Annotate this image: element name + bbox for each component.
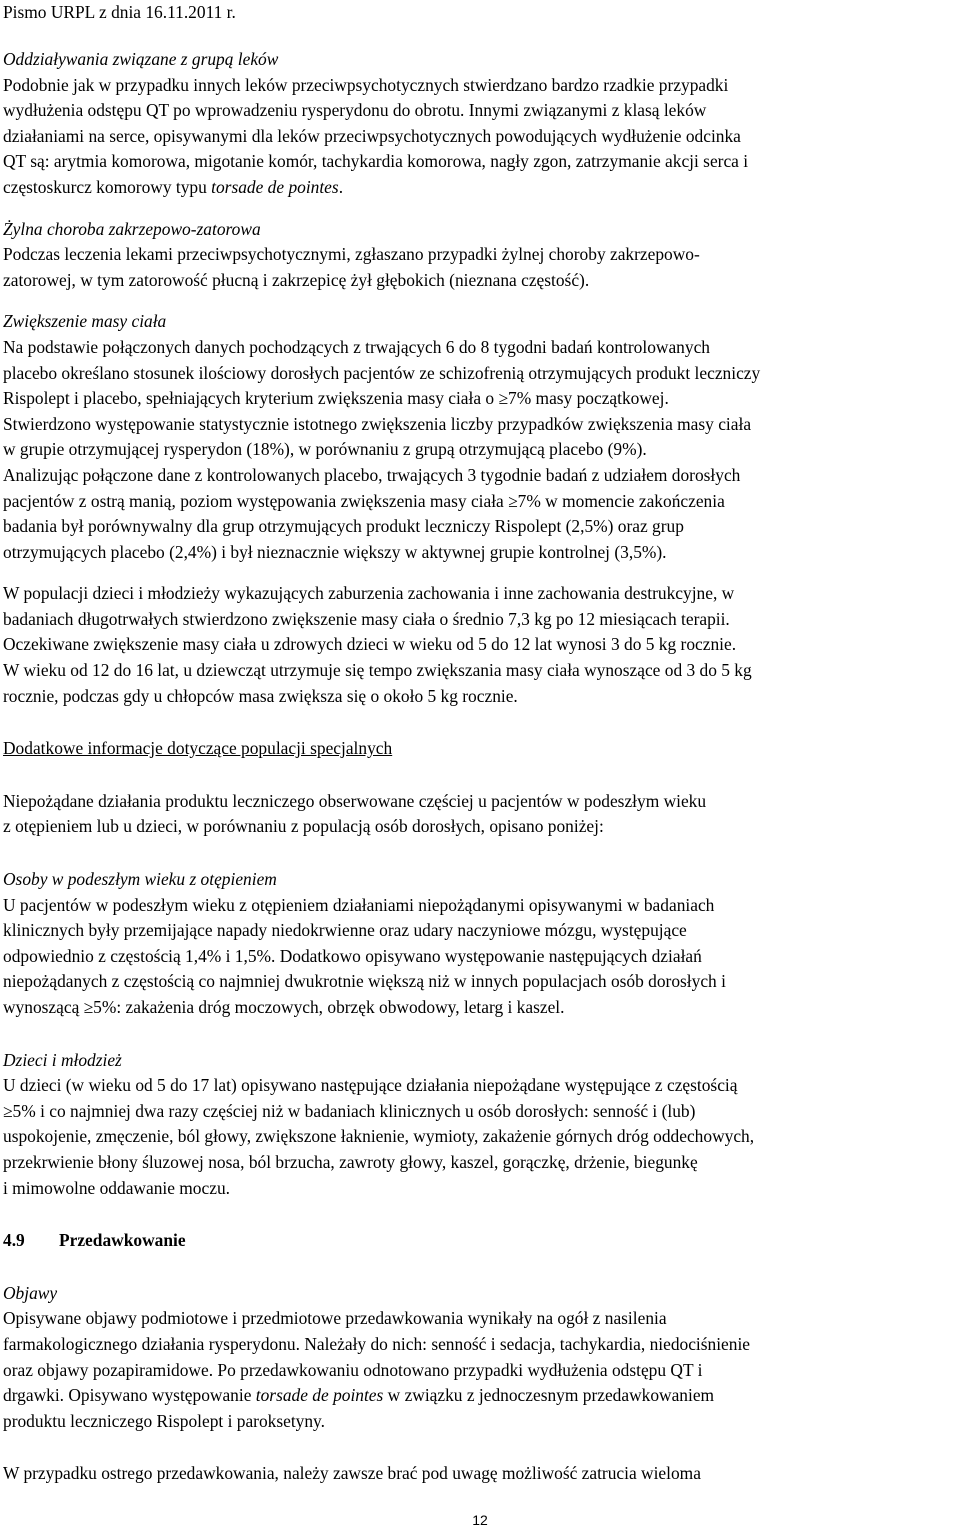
section-title: Żylna choroba zakrzepowo-zatorowa (3, 218, 261, 239)
section-title: Objawy (3, 1282, 58, 1303)
section-symptoms (3, 1281, 955, 1435)
section-title: Zwiększenie masy ciała (3, 311, 167, 332)
text-line (3, 1383, 955, 1409)
document-body (3, 47, 955, 1487)
text-line: Stwierdzono występowanie statystycznie istotnego zwiększenia liczby przypadków zwiększenia masy ciała (3, 413, 752, 434)
text-line: wynoszącą ≥5%: zakażenia dróg moczowych, obrzęk obwodowy, letarg i kaszel. (3, 997, 565, 1017)
section-title: Dodatkowe informacje dotyczące populacji specjalnych (3, 738, 393, 759)
text-line: W wieku od 12 do 16 lat, u dziewcząt utrzymuje się tempo zwiększania masy ciała wynoszące od 3 do 5 kg (3, 660, 752, 681)
text-line: ≥5% i co najmniej dwa razy częściej niż w badaniach klinicznych u osób dorosłych: senność i (lub) (3, 1100, 696, 1121)
italic-term: torsade de pointes (211, 176, 339, 197)
text-line: Opisywane objawy podmiotowe i przedmiotowe przedawkowania wynikały na ogół z nasilenia (3, 1308, 667, 1329)
paragraph-children (3, 581, 955, 709)
section-overdose-heading (3, 1228, 955, 1254)
section-elderly-dementia (3, 867, 955, 1021)
page-number: 12 (472, 1512, 488, 1528)
text-line: Oczekiwane zwiększenie masy ciała u zdrowych dzieci w wieku od 5 do 12 lat wynosi 3 do 5 kg rocznie. (3, 634, 737, 655)
text-line: Rispolept i placebo, spełniających kryterium zwiększenia masy ciała o ≥7% masy początkowej. (3, 388, 669, 409)
page-header: Pismo URPL z dnia 16.11.2011 r. (3, 2, 236, 22)
italic-term: torsade de pointes (255, 1385, 384, 1406)
text-line: rocznie, podczas gdy u chłopców masa zwiększa się o około 5 kg rocznie. (3, 685, 518, 706)
text-line: pacjentów z ostrą manią, poziom występowania zwiększenia masy ciała ≥7% w momencie zakończenia (3, 490, 725, 511)
section-children (3, 1048, 955, 1202)
section-title: Oddziaływania związane z grupą leków (3, 49, 279, 69)
text-line: U dzieci (w wieku od 5 do 17 lat) opisywano następujące działania niepożądane występujące z częstością (3, 1075, 738, 1096)
paragraph (3, 789, 955, 840)
section-number: 4.9 (3, 1230, 25, 1251)
text-line: W przypadku ostrego przedawkowania, należy zawsze brać pod uwagę możliwość zatrucia wieloma (3, 1463, 701, 1484)
text-span: . (338, 176, 344, 197)
text-line: oraz objawy pozapiramidowe. Po przedawkowaniu odnotowano przypadki wydłużenia odstępu QT i (3, 1359, 703, 1380)
section-heading-title: Przedawkowanie (59, 1230, 186, 1251)
text-line: Niepożądane działania produktu leczniczego obserwowane częściej u pacjentów w podeszłym wieku (3, 790, 707, 811)
text-line: klinicznych były przemijające napady niedokrwienne oraz udary naczyniowe mózgu, występujące (3, 920, 687, 941)
text-line: badaniach długotrwałych stwierdzono zwiększenie masy ciała o średnio 7,3 kg po 12 miesiącach terapii. (3, 608, 730, 629)
text-line: placebo określano stosunek ilościowy dorosłych pacjentów ze schizofrenią otrzymujących produkt leczniczy (3, 362, 761, 383)
section-title: Dzieci i młodzież (3, 1049, 122, 1070)
text-line: otrzymujących placebo (2,4%) i był nieznacznie większy w aktywnej grupie kontrolnej (3,5%). (3, 541, 667, 562)
section-title: Osoby w podeszłym wieku z otępieniem (3, 869, 277, 890)
section-class-effects (3, 47, 955, 201)
text-line: Podobnie jak w przypadku innych leków przeciwpsychotycznych stwierdzano bardzo rzadkie przypadki (3, 74, 729, 95)
text-span: częstoskurcz komorowy typu (3, 176, 212, 197)
text-line: i mimowolne oddawanie moczu. (3, 1177, 230, 1198)
text-line: uspokojenie, zmęczenie, ból głowy, zwiększone łaknienie, wymioty, zakażenie górnych dróg oddechowych, (3, 1126, 755, 1147)
text-line: odpowiednio z częstością 1,4% i 1,5%. Dodatkowo opisywano występowanie następujących działań (3, 945, 702, 966)
text-line: przekrwienie błony śluzowej nosa, ból brzucha, zawroty głowy, kaszel, gorączkę, drżenie, biegunkę (3, 1151, 698, 1172)
text-line (3, 175, 955, 201)
text-span: drgawki. Opisywano występowanie (3, 1385, 256, 1406)
text-line: farmakologicznego działania rysperydonu. Należały do nich: senność i sedacja, tachykardia, niedociśnienie (3, 1333, 751, 1354)
text-span: w związku z jednoczesnym przedawkowaniem (383, 1385, 715, 1406)
text-line: Na podstawie połączonych danych pochodzących z trwających 6 do 8 tygodni badań kontrolowanych (3, 336, 710, 357)
text-line: produktu leczniczego Rispolept i paroksetyny. (3, 1410, 325, 1431)
text-line: niepożądanych z częstością co najmniej dwukrotnie większą niż w innych populacjach osób dorosłych i (3, 971, 726, 992)
section-acute-overdose (3, 1461, 955, 1487)
text-line: zatorowej, w tym zatorowość płucną i zakrzepicę żył głębokich (nieznana częstość). (3, 269, 590, 290)
text-line: Analizując połączone dane z kontrolowanych placebo, trwających 3 tygodnie badań z udziałem dorosłych (3, 464, 741, 485)
section-vte (3, 217, 955, 294)
text-line: QT są: arytmia komorowa, migotanie komór, tachykardia komorowa, nagły zgon, zatrzymanie akcji serca i (3, 151, 749, 172)
text-line: z otępieniem lub u dzieci, w porównaniu z populacją osób dorosłych, opisano poniżej: (3, 816, 604, 837)
text-line: w grupie otrzymującej rysperydon (18%), w porównaniu z grupą otrzymującą placebo (9%). (3, 439, 647, 460)
section-special-populations (3, 736, 955, 840)
section-heading (3, 1228, 955, 1254)
text-line: wydłużenia odstępu QT po wprowadzeniu rysperydonu do obrotu. Innymi związanymi z klasą leków (3, 100, 707, 121)
text-line: badania był porównywalny dla grup otrzymujących produkt leczniczy Rispolept (2,5%) oraz grup (3, 516, 684, 537)
section-weight-gain (3, 309, 955, 709)
text-line: działaniami na serce, opisywanymi dla leków przeciwpsychotycznych powodujących wydłużenie odcinka (3, 125, 741, 146)
text-line: Podczas leczenia lekami przeciwpsychotycznymi, zgłaszano przypadki żylnej choroby zakrzepowo- (3, 244, 700, 265)
text-line: W populacji dzieci i młodzieży wykazujących zaburzenia zachowania i inne zachowania destrukcyjne, w (3, 583, 735, 604)
text-line: U pacjentów w podeszłym wieku z otępieniem działaniami niepożądanymi opisywanymi w badaniach (3, 894, 715, 915)
